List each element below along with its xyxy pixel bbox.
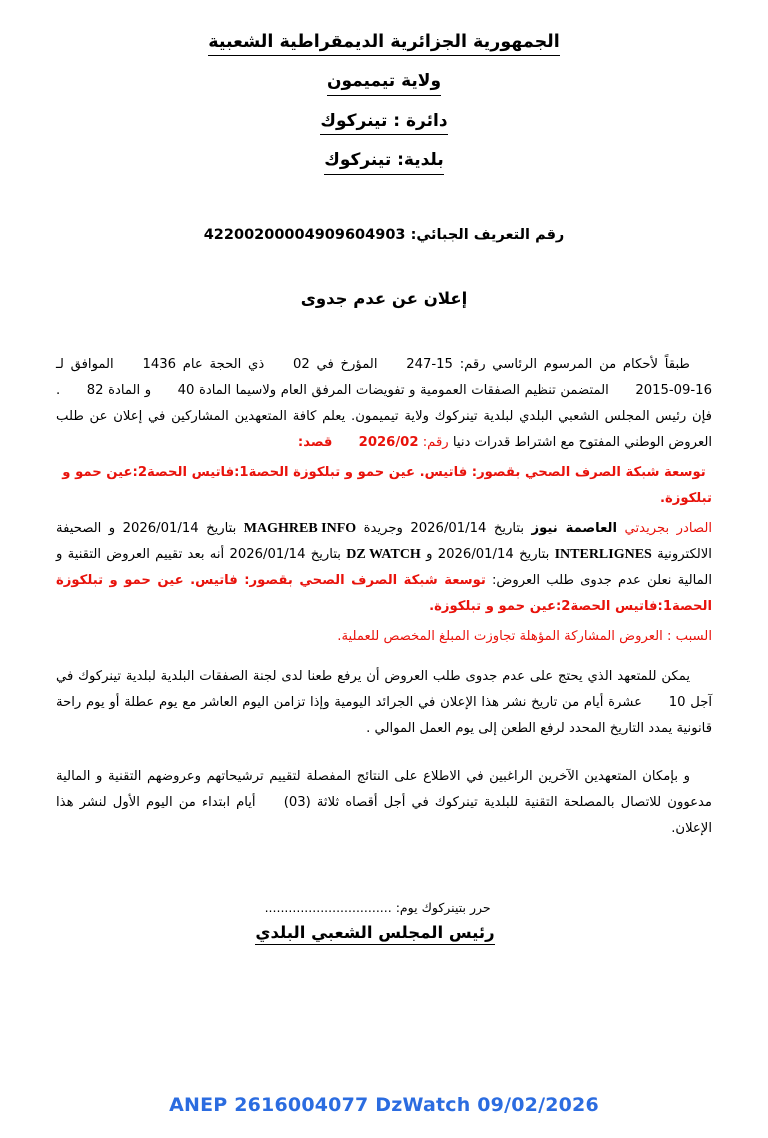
header-baladiya-line [56,151,712,175]
tender-reference-number: 2026/02 [358,434,419,450]
signature-date-line [255,900,494,915]
signature-block [56,900,712,945]
document-body [56,352,712,842]
paper2-date: 2026/01/14 [122,520,199,536]
page-title: إعلان عن عدم جدوى [300,288,468,308]
signature-place-label: حرر بتينركوك يوم: [395,899,491,915]
header-daira-text: دائرة : تينركوك [320,112,447,136]
decree-article-40: 40 [177,382,195,398]
paper4-date: 2026/01/14 [229,546,306,562]
published-in-label: الصادر بجريدتي [624,520,713,536]
reason-text: السبب : العروض المشاركة المؤهلة تجاوزت المبلغ المخصص للعملية. [337,628,712,644]
appeal-days-count: 10 [668,694,686,710]
paragraph-results-access [56,764,712,842]
header-republic-text: الجمهورية الجزائرية الديمقراطية الشعبية [208,32,560,56]
decree-hijri-month: ذي الحجة عام [182,356,265,372]
decree-corresponding-label: الموافق لـ [56,356,114,372]
header-baladiya-text: بلدية: تينركوك [324,151,444,175]
results-access-days: (03) [283,794,311,810]
paragraph-legal-basis [56,352,712,456]
decree-dated-label: المؤرخ في [316,356,378,372]
newspaper-dz-watch: DZ WATCH [346,546,421,562]
spacer [56,746,712,764]
header-republic-line [56,32,712,56]
signatory-role: رئيس المجلس الشعبي البلدي [255,923,494,945]
newspaper-interlignes: INTERLIGNES [554,546,652,562]
paper2-date-label: بتاريخ [206,520,237,536]
decree-article-conj: و المادة [108,382,152,398]
decree-number: 247-15 [406,356,453,372]
document-header [56,0,712,175]
paper1-date-label: بتاريخ [493,520,525,536]
and-newspaper-label: وجريدة [363,520,403,536]
header-wilaya-text: ولاية تيميمون [327,72,441,96]
paragraph-project-title [56,460,712,512]
paper4-date-label: بتاريخ [310,546,341,562]
spacer [56,654,712,664]
signature-date-blank: ................................ [264,899,392,915]
anep-reference-text: ANEP 2616004077 DzWatch 09/02/2026 [169,1094,599,1116]
decree-gregorian-date: 2015-09-16 [635,382,712,398]
electronic-journal-label: و الصحيفة الالكترونية [56,520,712,562]
anep-footer [0,1094,768,1116]
header-wilaya-line [56,72,712,96]
paper3-date: 2026/01/14 [437,546,514,562]
appeal-text-end: عشرة أيام من تاريخ نشر هذا الإعلان في الجرائد اليومية وإذا تزامن اليوم العاشر مع يوم عطلة أو يوم راحة قانونية يمدد التاريخ المحدد لرفع الطعن إلى يوم العمل الموالي . [56,694,712,736]
paragraph-appeal [56,664,712,742]
fiscal-id-label: رقم التعريف الجبائي: [410,226,565,243]
paragraph-reason [56,624,712,650]
decree-intro: طبقاً لأحكام من المرسوم الرئاسي رقم: [459,356,690,372]
tender-ref-label: رقم: [422,434,449,450]
paper1-date: 2026/01/14 [410,520,487,536]
signature-inner [255,900,494,945]
project-title-text: توسعة شبكة الصرف الصحي بقصور: فاتيس. عين حمو و تبلكوزة الحصة1:فاتيس الحصة2:عين حمو و تبلكوزة. [62,464,712,506]
decree-hijri-day: 02 [292,356,310,372]
appeal-text-start: يمكن للمتعهد الذي يحتج على عدم جدوى طلب العروض أن يرفع طعنا لدى لجنة الصفقات البلدية لبلدية تينركوك في آجل [56,668,713,710]
announcement-lead: . فإن رئيس المجلس الشعبي البلدي لبلدية تينركوك ولاية تيميمون. يعلم كافة المتعهدين المشاركين في إعلان عن طلب العروض الوطني المفتوح مع اشتراط قدرات دنيا [56,382,712,450]
newspaper-el-assima-news: العاصمة نيوز [531,520,618,536]
decree-subject: المتضمن تنظيم الصفقات العمومية و تفويضات المرفق العام ولاسيما المادة [198,382,609,398]
fiscal-identification [56,227,712,243]
fiscal-id-value: 42200200004909604903 [203,226,406,243]
paragraph-publications [56,516,712,620]
evaluation-result-text: أنه بعد تقييم العروض التقنية و المالية نعلن عدم جدوى طلب العروض: [56,546,712,588]
tender-purpose-label: قصد: [297,434,333,450]
newspaper-maghreb-info: MAGHREB INFO [243,520,357,536]
papers-conjunction: و [426,546,433,562]
decree-article-82: 82 [86,382,104,398]
results-access-start: و بإمكان المتعهدين الآخرين الراغبين في الاطلاع على النتائج المفصلة لتقييم ترشيحاتهم وعروضهم التقنية و المالية مدعوون للاتصال بالمصلحة التقنية للبلدية تينركوك في أجل أقصاه ثلاثة [56,768,712,810]
paper3-date-label: بتاريخ [519,546,550,562]
results-access-end: أيام ابتداء من اليوم الأول لنشر هذا الإعلان. [56,794,712,836]
decree-hijri-year: 1436 [142,356,176,372]
project-title-repeat: توسعة شبكة الصرف الصحي بقصور: فاتيس. عين حمو و تبلكوزة الحصة1:فاتيس الحصة2:عين حمو و تبلكوزة. [56,572,712,614]
header-daira-line [56,112,712,136]
signature-role-wrap [255,915,494,945]
